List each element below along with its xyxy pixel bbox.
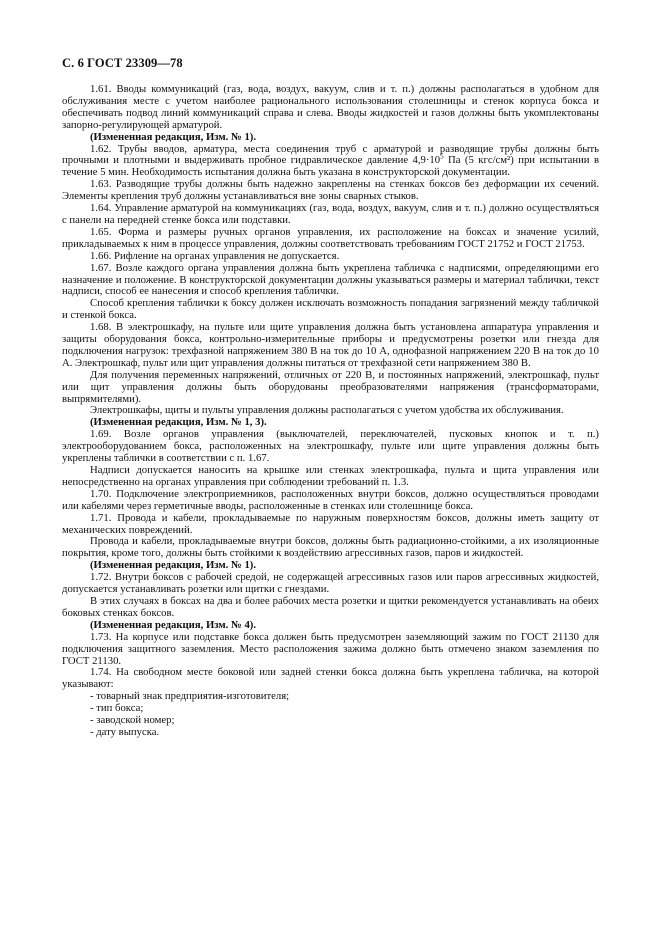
paragraph: Для получения переменных напряжений, отличных от 220 В, и постоянных напряжений, электрошкаф, пульт или щит управления должны быть оборудованы преобразователями напряжения (трансформаторами, выпрямителями). [62, 368, 599, 405]
paragraph-text: Па (5 кгс/см²) при испытании в течение 5 мин. Необходимость испытания должна быть указана в конструкторской документации. [62, 154, 599, 179]
paragraph: 1.73. На корпусе или подставке бокса должен быть предусмотрен заземляющий зажим по ГОСТ 21130 для подключения защитного заземления. Место расположения зажима должно быть отмечено знаком заземления по ГОСТ 21130. [62, 630, 599, 667]
paragraph: 1.67. Возле каждого органа управления должна быть укреплена табличка с надписями, определяющими его назначение и положение. В конструкторской документации должны указываться размеры и материал таблички, текст надписи, способ ее нанесения и способ крепления таблички. [62, 261, 599, 298]
paragraph: 1.64. Управление арматурой на коммуникациях (газ, вода, воздух, вакуум, слив и т. п.) должно осуществляться с панели на передней стенке бокса или подставки. [62, 202, 599, 226]
paragraph: Надписи допускается наносить на крышке или стенках электрошкафа, пульта и щита управления или непосредственно на органах управления при соблюдении требований п. 1.3. [62, 464, 599, 488]
paragraph: Электрошкафы, щиты и пульты управления должны располагаться с учетом удобства их обслуживания. [90, 404, 564, 417]
list-item: - заводской номер; [90, 714, 175, 727]
exponent: 5 [440, 152, 444, 161]
list-item: - дату выпуска. [90, 725, 160, 738]
paragraph: 1.70. Подключение электроприемников, расположенных внутри боксов, должно осуществляться проводами или кабелями через герметичные вводы, расположенные в стенках или столешнице бокса. [62, 487, 599, 512]
amendment-note: (Измененная редакция, Изм. № 1). [90, 559, 257, 572]
amendment-note: (Измененная редакция, Изм. № 1). [90, 130, 257, 143]
paragraph: 1.72. Внутри боксов с рабочей средой, не содержащей агрессивных газов или паров агрессивных жидкостей, допускается устанавливать розетки или щитки с гнездами. [62, 571, 599, 596]
paragraph: Способ крепления таблички к боксу должен исключать возможность попадания загрязнений между табличкой и стенкой бокса. [62, 297, 599, 322]
paragraph: 1.61. Вводы коммуникаций (газ, вода, воздух, вакуум, слив и т. п.) должны располагаться в удобном для обслуживания месте с учетом наиболее рационального использования столешницы и стенок корпуса бокса и обеспечивать подвод линий коммуникаций справа и слева. Вводы жидкостей и газов должны быть укомплектованы запорно-регулирующей арматурой. [62, 83, 599, 131]
paragraph: 1.74. На свободном месте боковой или задней стенки бокса должна быть укреплена табличка, на которой указывают: [62, 666, 599, 691]
paragraph: 1.65. Форма и размеры ручных органов управления, их расположение на боксах и значение усилий, прикладываемых к ним в процессе управления, должны соответствовать требованиям ГОСТ 21752 и ГОСТ 21753. [62, 225, 599, 250]
paragraph-text: 1.62. Трубы вводов, арматура, места соединения труб с арматурой и разводящие трубы должны быть прочными и плотными и выдерживать пробное гидравлическое давление 4,9·10 [62, 142, 599, 167]
list-item: - тип бокса; [90, 702, 144, 715]
paragraph: Провода и кабели, прокладываемые внутри боксов, должны быть радиационно-стойкими, а их изоляционные покрытия, кроме того, должны быть стойкими к воздействию агрессивных газов, паров и жидкостей. [62, 535, 599, 560]
amendment-note: (Измененная редакция, Изм. № 4). [90, 618, 257, 631]
document-body [62, 84, 599, 739]
paragraph: 1.68. В электрошкафу, на пульте или щите управления должна быть установлена аппаратура управления и защиты оборудования бокса, контрольно-измерительные приборы и предусмотрены розетки или гнезда для подключения нагрузок: трехфазной напряжением 380 В на ток до 10 А, однофазной напряжением 220 В на ток до 10 А. Электрошкаф, пульт или щит управления должны питаться от трехфазной сети напряжением 380 В. [62, 321, 599, 369]
paragraph: 1.69. Возле органов управления (выключателей, переключателей, пусковых кнопок и т. п.) электрооборудованием бокса, расположенных на электрошкафу, пульте или щите управления должны быть укреплены таблички в соответствии с п. 1.67. [62, 428, 599, 465]
amendment-note: (Измененная редакция, Изм. № 1, 3). [90, 416, 267, 429]
list-item: - товарный знак предприятия-изготовителя; [90, 690, 290, 703]
paragraph: В этих случаях в боксах на два и более рабочих места розетки и щитки рекомендуется устанавливать на обеих боковых стенках боксов. [62, 594, 599, 619]
paragraph [62, 144, 599, 180]
paragraph: 1.63. Разводящие трубы должны быть надежно закреплены на стенках боксов без деформации их сечений. Элементы крепления труб должны устанавливаться вне зоны сварных стыков. [62, 178, 599, 203]
paragraph: 1.71. Провода и кабели, прокладываемые по наружным поверхностям боксов, должны иметь защиту от механических повреждений. [62, 511, 599, 536]
page-header: С. 6 ГОСТ 23309—78 [62, 56, 183, 70]
paragraph: 1.66. Рифление на органах управления не допускается. [90, 249, 340, 262]
